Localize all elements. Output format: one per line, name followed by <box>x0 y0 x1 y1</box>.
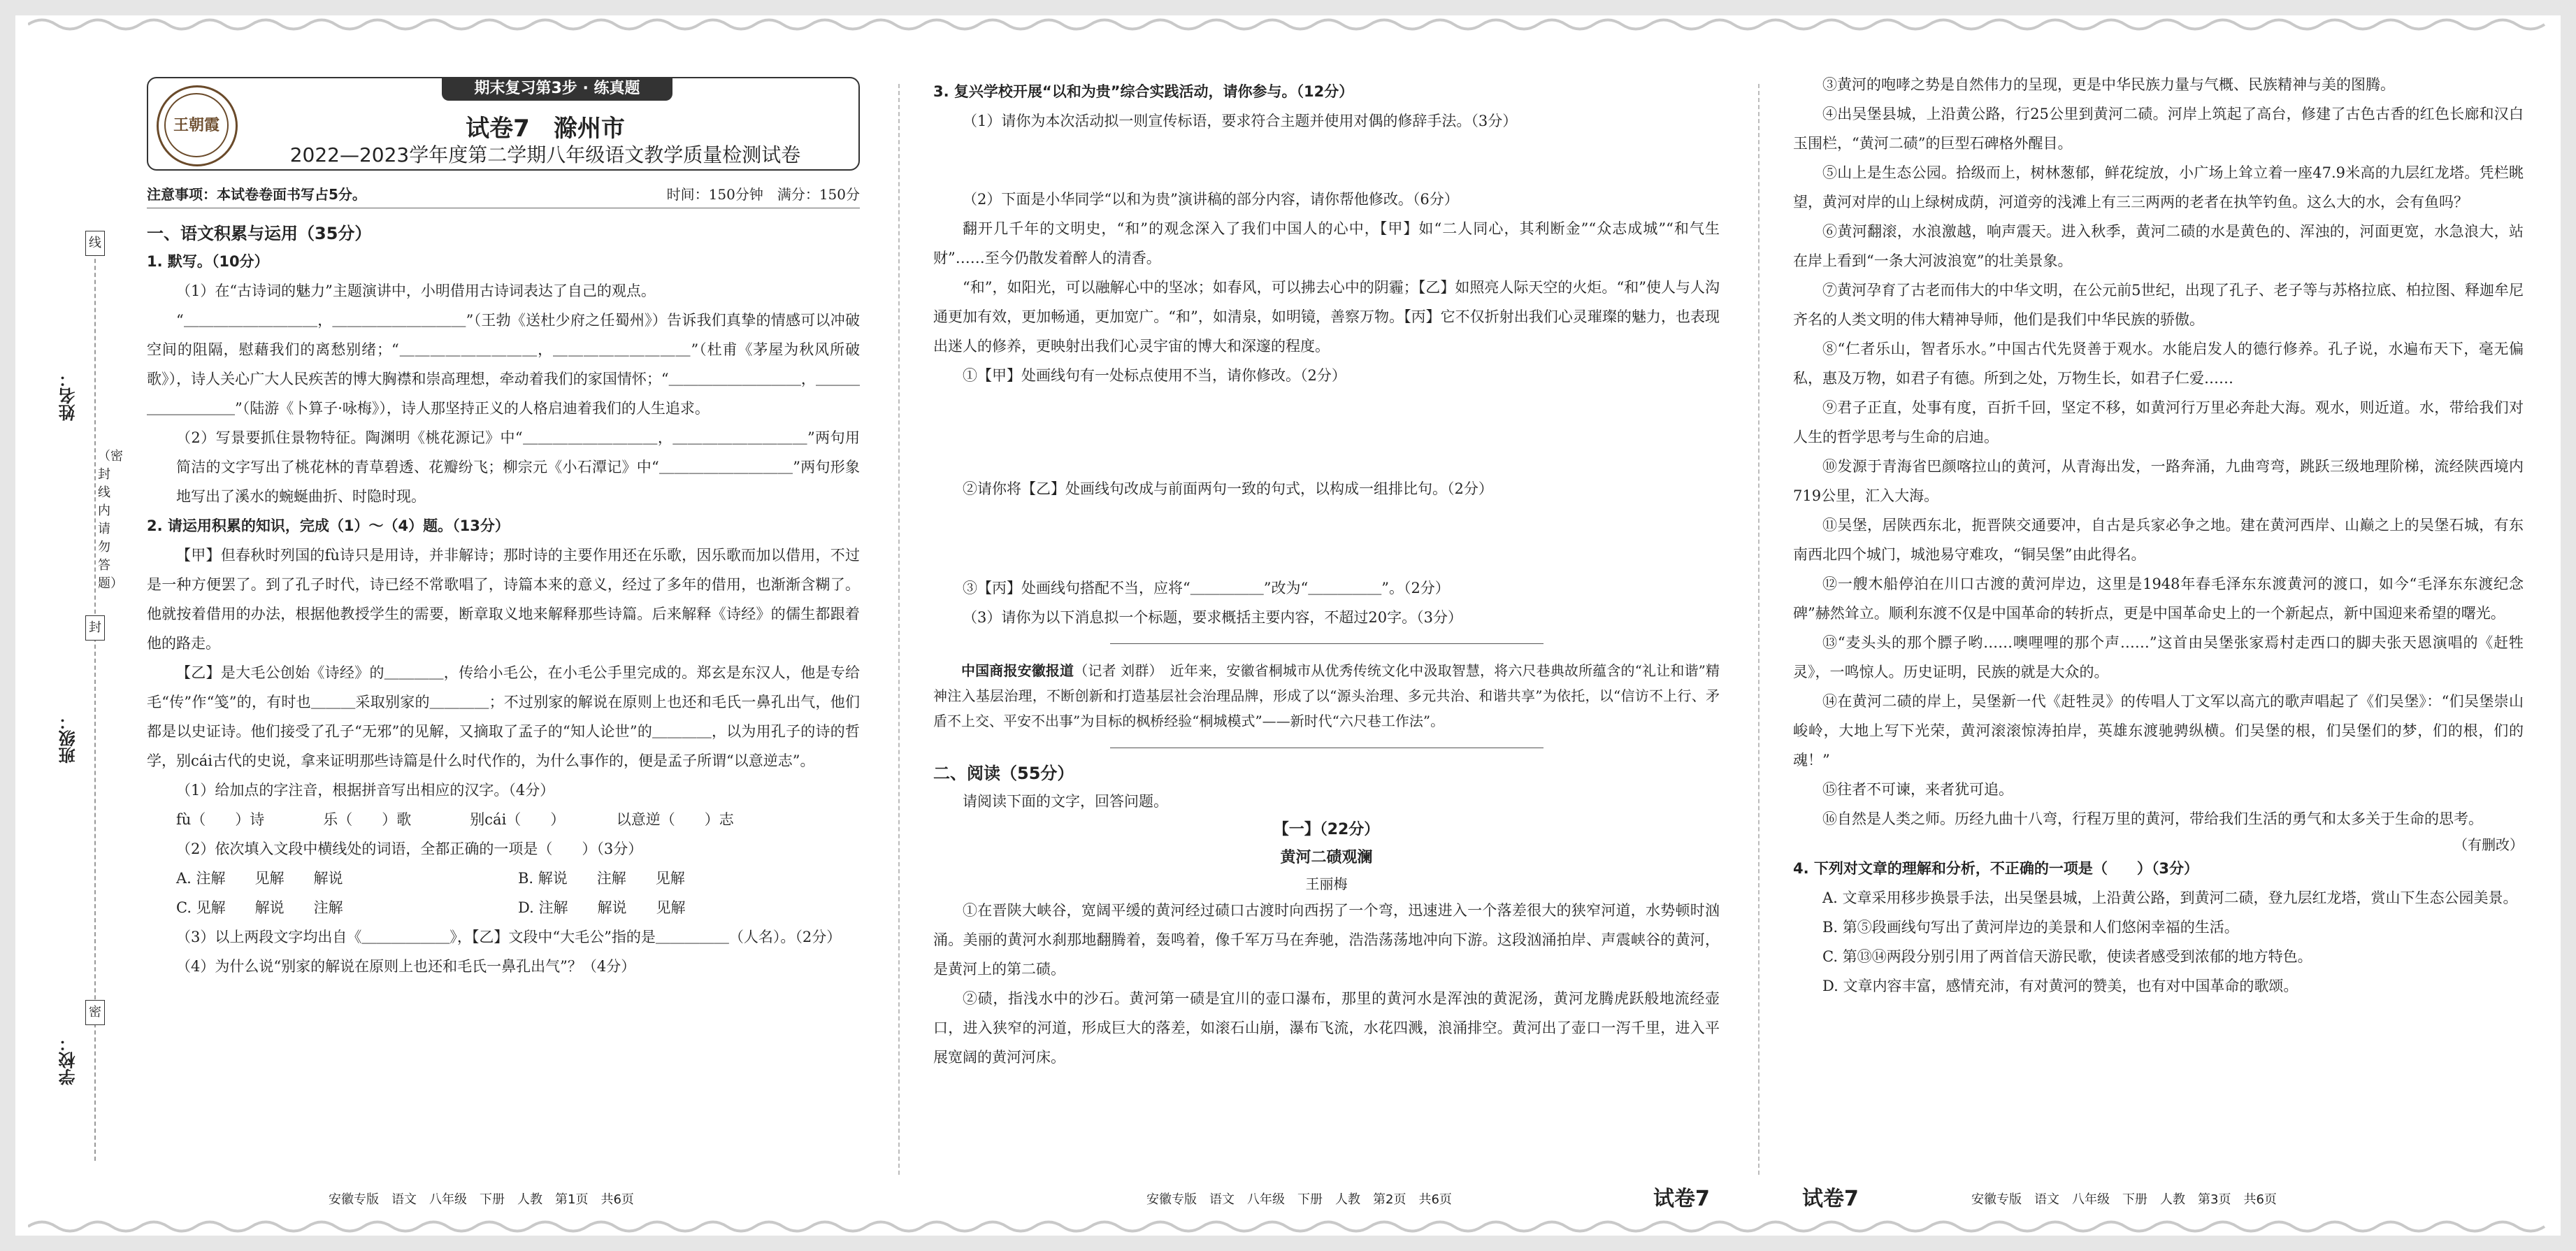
question-2: 2. 请运用积累的知识，完成（1）～（4）题。（13分） <box>147 517 510 534</box>
pinyin-row: fù（ ）诗 乐（ ）歌 别cái（ ） 以意逆（ ）志 <box>176 811 734 828</box>
seal-tag-secret: 密 <box>85 1000 105 1025</box>
page-footer: 安徽专版 语文 八年级 下册 人教 第2页 共6页 <box>1146 1192 1452 1207</box>
essay-para: ①在晋陕大峡谷，宽阔平缓的黄河经过碛口古渡时向西拐了一个弯，迅速进入一个落差很大的狭窄河道，水势顿时汹涌。美丽的黄河水刹那地翻腾着，轰鸣着，像千军万马在奔驰，浩浩荡荡地冲向下游。这段汹涌拍岸、声震峡谷的黄河，是黄河上的第二碛。 <box>933 902 1720 978</box>
essay-para: ⑫一艘木船停泊在川口古渡的黄河岸边，这里是1948年春毛泽东东渡黄河的渡口，如今“毛泽东东渡纪念碑”赫然耸立。顺利东渡不仅是中国革命的转折点，更是中国革命史上的一个新起点，新中国迎来希望的曙光。 <box>1793 576 2524 622</box>
essay-para: ⑭在黄河二碛的岸上，吴堡新一代《赶牲灵》的传唱人丁文军以高亢的歌声唱起了《们吴堡》：“们吴堡崇山峻岭，大地上写下光荣，黄河滚滚惊涛拍岸，英雄东渡驰骋纵横。们吴堡的根，们吴堡们的梦，们的根，们的魂！” <box>1793 693 2524 769</box>
essay-title: 黄河二碛观澜 <box>1280 849 1373 866</box>
page-3 <box>1793 70 2524 1001</box>
option-b[interactable]: B. 解说 注解 见解 <box>518 870 685 887</box>
sub-question-3: ③【丙】处画线句搭配不当，应将“＿＿＿＿＿”改为“＿＿＿＿＿”。（2分） <box>963 580 1450 596</box>
decorative-wave-top <box>28 15 2548 34</box>
news-excerpt <box>933 658 1720 734</box>
essay-para: ⑧“仁者乐山，智者乐水。”中国古代先贤善于观水。水能启发人的德行修养。孔子说，水遍布天下，毫无偏私，惠及万物，如君子有德。所到之处，万物生长，如君子仁爱…… <box>1793 341 2524 387</box>
option-b[interactable]: B. 第⑤段画线句写出了黄河岸边的美景和人们悠闲幸福的生活。 <box>1822 919 2239 936</box>
column-divider <box>1758 84 1760 1175</box>
option-d[interactable]: D. 文章内容丰富，感情充沛，有对黄河的赞美，也有对中国革命的歌颂。 <box>1822 978 2298 994</box>
publisher-logo <box>157 85 238 166</box>
news-reporter: （记者 刘群） <box>1074 662 1156 679</box>
reading-instruction: 请阅读下面的文字，回答问题。 <box>963 793 1168 810</box>
notice: 注意事项：本试卷卷面书写占5分。 <box>147 186 366 203</box>
answer-space[interactable] <box>933 503 1720 573</box>
essay-para: ⑩发源于青海省巴颜喀拉山的黄河，从青海出发，一路奔涌，九曲弯弯，跳跃三级地理阶梯，流经陕西境内719公里，汇入大海。 <box>1793 458 2524 504</box>
question-2-3: （3）以上两段文字均出自《＿＿＿＿＿＿》，【乙】文段中“大毛公”指的是＿＿＿＿＿（人名）。（2分） <box>176 929 842 945</box>
option-c[interactable]: C. 第⑬⑭两段分别引用了两首信天游民歌，使读者感受到浓郁的地方特色。 <box>1822 948 2312 965</box>
question-2-2: （2）依次填入文段中横线处的词语，全都正确的一项是（ ）（3分） <box>176 841 643 857</box>
time-score: 时间：150分钟 满分：150分 <box>666 186 860 203</box>
seal-note: （密封线内请勿答题） <box>98 449 123 591</box>
essay-para: ⑤山上是生态公园。拾级而上，树林葱郁，鲜花绽放，小广场上耸立着一座47.9米高的九层红龙塔。凭栏眺望，黄河对岸的山上绿树成荫，河道旁的浅滩上有三三两两的老者在执竿钓鱼。这么大的水，会有鱼吗？ <box>1793 164 2524 210</box>
page-footer: 安徽专版 语文 八年级 下册 人教 第3页 共6页 <box>1971 1192 2277 1207</box>
essay-para: ⑦黄河孕育了古老而伟大的中华文明，在公元前5世纪，出现了孔子、老子等与苏格拉底、柏拉图、释迦牟尼齐名的人类文明的伟大精神导师，他们是我们中华民族的骄傲。 <box>1793 282 2524 328</box>
essay-para: ⑨君子正直，处事有度，百折千回，坚定不移，如黄河行万里必奔赴大海。观水，则近道。水，带给我们对人生的哲学思考与生命的启迪。 <box>1793 399 2524 445</box>
exam-subtitle: 2022—2023学年度第二学期八年级语文教学质量检测试卷 <box>289 143 801 166</box>
sub-question-1: ①【甲】处画线句有一处标点使用不当，请你修改。（2分） <box>963 367 1346 384</box>
answer-space[interactable] <box>933 136 1720 185</box>
question-1: 1. 默写。（10分） <box>147 253 269 270</box>
part-heading: 【一】（22分） <box>1273 821 1380 838</box>
question-3-3: （3）请你为以下消息拟一个标题，要求概括主要内容，不超过20字。（3分） <box>963 609 1462 626</box>
section-title: 二、阅读（55分） <box>933 764 1074 783</box>
essay-author: 王丽梅 <box>1305 875 1348 892</box>
question-1-1: （1）在“古诗词的魅力”主题演讲中，小明借用古诗词表达了自己的观点。 <box>176 283 656 299</box>
page-1 <box>147 77 860 981</box>
question-3-1: （1）请你为本次活动拟一则宣传标语，要求符合主题并使用对偶的修辞手法。（3分） <box>963 113 1518 129</box>
passage-yi: 【乙】是大毛公创始《诗经》的＿＿＿＿，传给小毛公，在小毛公手里完成的。郑玄是东汉人，他是专给毛“传”作“笺”的，有时也＿＿＿采取别家的＿＿＿＿；不过别家的解说在原则上也还和毛氏一鼻孔出气，他们都是以史证诗。他们接受了孔子“无邪”的见解，又摘取了孟子的“知人论世”的＿＿＿＿，以为用孔子的诗的哲学，别cái古代的史说，拿来证明那些诗篇是什么时代作的，为什么事作的，便是孟子所谓“以意逆志”。 <box>147 664 860 769</box>
essay-para: ⑬“麦头头的那个膘子哟……噢哩哩的那个声……”这首由吴堡张家焉村走西口的脚夫张天恩演唱的《赶牲灵》，一鸣惊人。历史证明，民族的就是大众的。 <box>1793 634 2524 680</box>
paper-tag: 试卷7 <box>1802 1187 1859 1211</box>
news-body: 近年来，安徽省桐城市从优秀传统文化中汲取智慧，将六尺巷典故所蕴含的“礼让和谐”精神注入基层治理，不断创新和打造基层社会治理品牌，形成了以“源头治理、多元共治、和谐共享”为依托，以“信访不上行、矛盾不上交、平安不出事”为目标的枫桥经验“桐城模式”——新时代“六尺巷工作法”。 <box>933 662 1720 729</box>
question-3: 3. 复兴学校开展“以和为贵”综合实践活动，请你参与。（12分） <box>933 83 1354 100</box>
speech-para-1: 翻开几千年的文明史，“和”的观念深入了我们中国人的心中，【甲】如“二人同心，其利断金”“众志成城”“和气生财”……至今仍散发着醉人的清香。 <box>933 220 1720 266</box>
passage-jia: 【甲】但春秋时列国的fù诗只是用诗，并非解诗；那时诗的主要作用还在乐歌，因乐歌而加以借用，不过是一种方便罢了。到了孔子时代，诗已经不常歌唱了，诗篇本来的意义，经过了多年的借用，也渐渐含糊了。他就按着借用的办法，根据他教授学生的需要，断章取义地来解释那些诗篇。后来解释《诗经》的儒生都跟着他的路走。 <box>147 547 860 652</box>
option-a[interactable]: A. 文章采用移步换景手法，出吴堡县城，上沿黄公路，到黄河二碛，登九层红龙塔，赏山下生态公园美景。 <box>1822 889 2518 906</box>
option-a[interactable]: A. 注解 见解 解说 <box>176 870 343 887</box>
title-answer-line[interactable] <box>1110 643 1544 644</box>
speech-para-2: “和”，如阳光，可以融解心中的坚冰；如春风，可以拂去心中的阴霾；【乙】如照亮人际天空的火炬。“和”使人与人沟通更加有效，更加畅通，更加宽广。“和”，如清泉，如明镜，善察万物。【丙】它不仅折射出我们心灵璀璨的魅力，也表现出迷人的修养，更映射出我们心灵宇宙的博大和深邃的程度。 <box>933 279 1720 355</box>
essay-para: ⑪吴堡，居陕西东北，扼晋陕交通要冲，自古是兵家必争之地。建在黄河西岸、山巅之上的吴堡石城，有东南西北四个城门，城池易守难攻，“铜吴堡”由此得名。 <box>1793 517 2524 563</box>
option-c[interactable]: C. 见解 解说 注解 <box>176 899 343 916</box>
decorative-wave-bottom <box>28 1217 2548 1236</box>
section-title: 一、语文积累与运用（35分） <box>147 224 372 243</box>
column-divider <box>898 84 900 1175</box>
news-source: 中国商报安徽报道 <box>961 662 1074 679</box>
sub-question-2: ②请你将【乙】处画线句改成与前面两句一致的句式，以构成一组排比句。（2分） <box>963 480 1493 497</box>
seal-tag-seal: 封 <box>85 615 105 641</box>
essay-para: ③黄河的咆哮之势是自然伟力的呈现，更是中华民族力量与气概、民族精神与美的图腾。 <box>1822 76 2395 93</box>
source-note: （有删改） <box>2454 836 2524 853</box>
paper-tag: 试卷7 <box>1653 1187 1710 1211</box>
question-4: 4. 下列对文章的理解和分析，不正确的一项是（ ）（3分） <box>1793 860 2199 877</box>
exam-meta <box>147 183 860 208</box>
essay-para: ⑯自然是人类之师。历经九曲十八弯，行程万里的黄河，带给我们生活的勇气和太多关于生命的思考。 <box>1822 810 2483 827</box>
essay-para: ④出吴堡县城，上沿黄公路，行25公里到黄河二碛。河岸上筑起了高台，修建了古色古香的红色长廊和汉白玉围栏，“黄河二碛”的巨型石碑格外醒目。 <box>1793 106 2524 152</box>
question-1-2: （2）写景要抓住景物特征。陶渊明《桃花源记》中“＿＿＿＿＿＿＿＿＿，＿＿＿＿＿＿＿＿＿”两句用简洁的文字写出了桃花林的青草碧透、花瓣纷飞；柳宗元《小石潭记》中“＿＿＿＿＿＿＿＿＿”两句形象地写出了溪水的蜿蜒曲折、时隐时现。 <box>176 429 860 505</box>
question-2-1: （1）给加点的字注音，根据拼音写出相应的汉字。（4分） <box>176 782 555 799</box>
question-2-4: （4）为什么说“别家的解说在原则上也还和毛氏一鼻孔出气”？（4分） <box>176 958 636 975</box>
exam-title: 试卷7 滁州市 <box>466 115 625 143</box>
question-3-2: （2）下面是小华同学“以和为贵”演讲稿的部分内容，请你帮他修改。（6分） <box>963 191 1459 208</box>
exam-banner <box>147 77 860 171</box>
essay-para: ②碛，指浅水中的沙石。黄河第一碛是宜川的壶口瀑布，那里的黄河水是浑浊的黄泥汤，黄河龙腾虎跃般地流经壶口，进入狭窄的河道，形成巨大的落差，如滚石山崩，瀑布飞流，水花四溅，浪涌排空。黄河出了壶口一泻千里，进入平展宽阔的黄河河床。 <box>933 990 1720 1066</box>
logo-text: 王朝霞 <box>164 93 229 157</box>
question-1-1-body: “＿＿＿＿＿＿＿＿＿，＿＿＿＿＿＿＿＿＿”（王勃《送杜少府之任蜀州》）告诉我们真挚的情感可以冲破空间的阻隔，慰藉我们的离愁别绪；“＿＿＿＿＿＿＿＿＿，＿＿＿＿＿＿＿＿＿”（杜甫《茅屋为秋风所破歌》），诗人关心广大人民疾苦的博大胸襟和崇高理想，牵动着我们的家国情怀；“＿＿＿＿＿＿＿＿＿，＿＿＿＿＿＿＿＿＿”（陆游《卜算子·咏梅》），诗人那坚持正义的人格启迪着我们的人生追求。 <box>147 312 860 417</box>
name-label: 姓名： <box>59 371 78 421</box>
review-step-tab: 期末复习第3步 · 练真题 <box>442 77 672 101</box>
essay-para: ⑮往者不可谏，来者犹可追。 <box>1822 781 2013 798</box>
answer-space[interactable] <box>933 390 1720 474</box>
school-label: 学校： <box>59 1035 78 1085</box>
options-2-2 <box>147 864 860 922</box>
class-label: 班级： <box>59 713 78 764</box>
page-footer: 安徽专版 语文 八年级 下册 人教 第1页 共6页 <box>329 1192 634 1207</box>
seal-tag-line: 线 <box>85 231 105 256</box>
essay-para: ⑥黄河翻滚，水浪激越，响声震天。进入秋季，黄河二碛的水是黄色的、浑浊的，河面更宽，水急浪大，站在岸上看到“一条大河波浪宽”的壮美景象。 <box>1793 223 2524 269</box>
option-d[interactable]: D. 注解 解说 见解 <box>518 899 686 916</box>
page-2 <box>933 77 1720 1072</box>
